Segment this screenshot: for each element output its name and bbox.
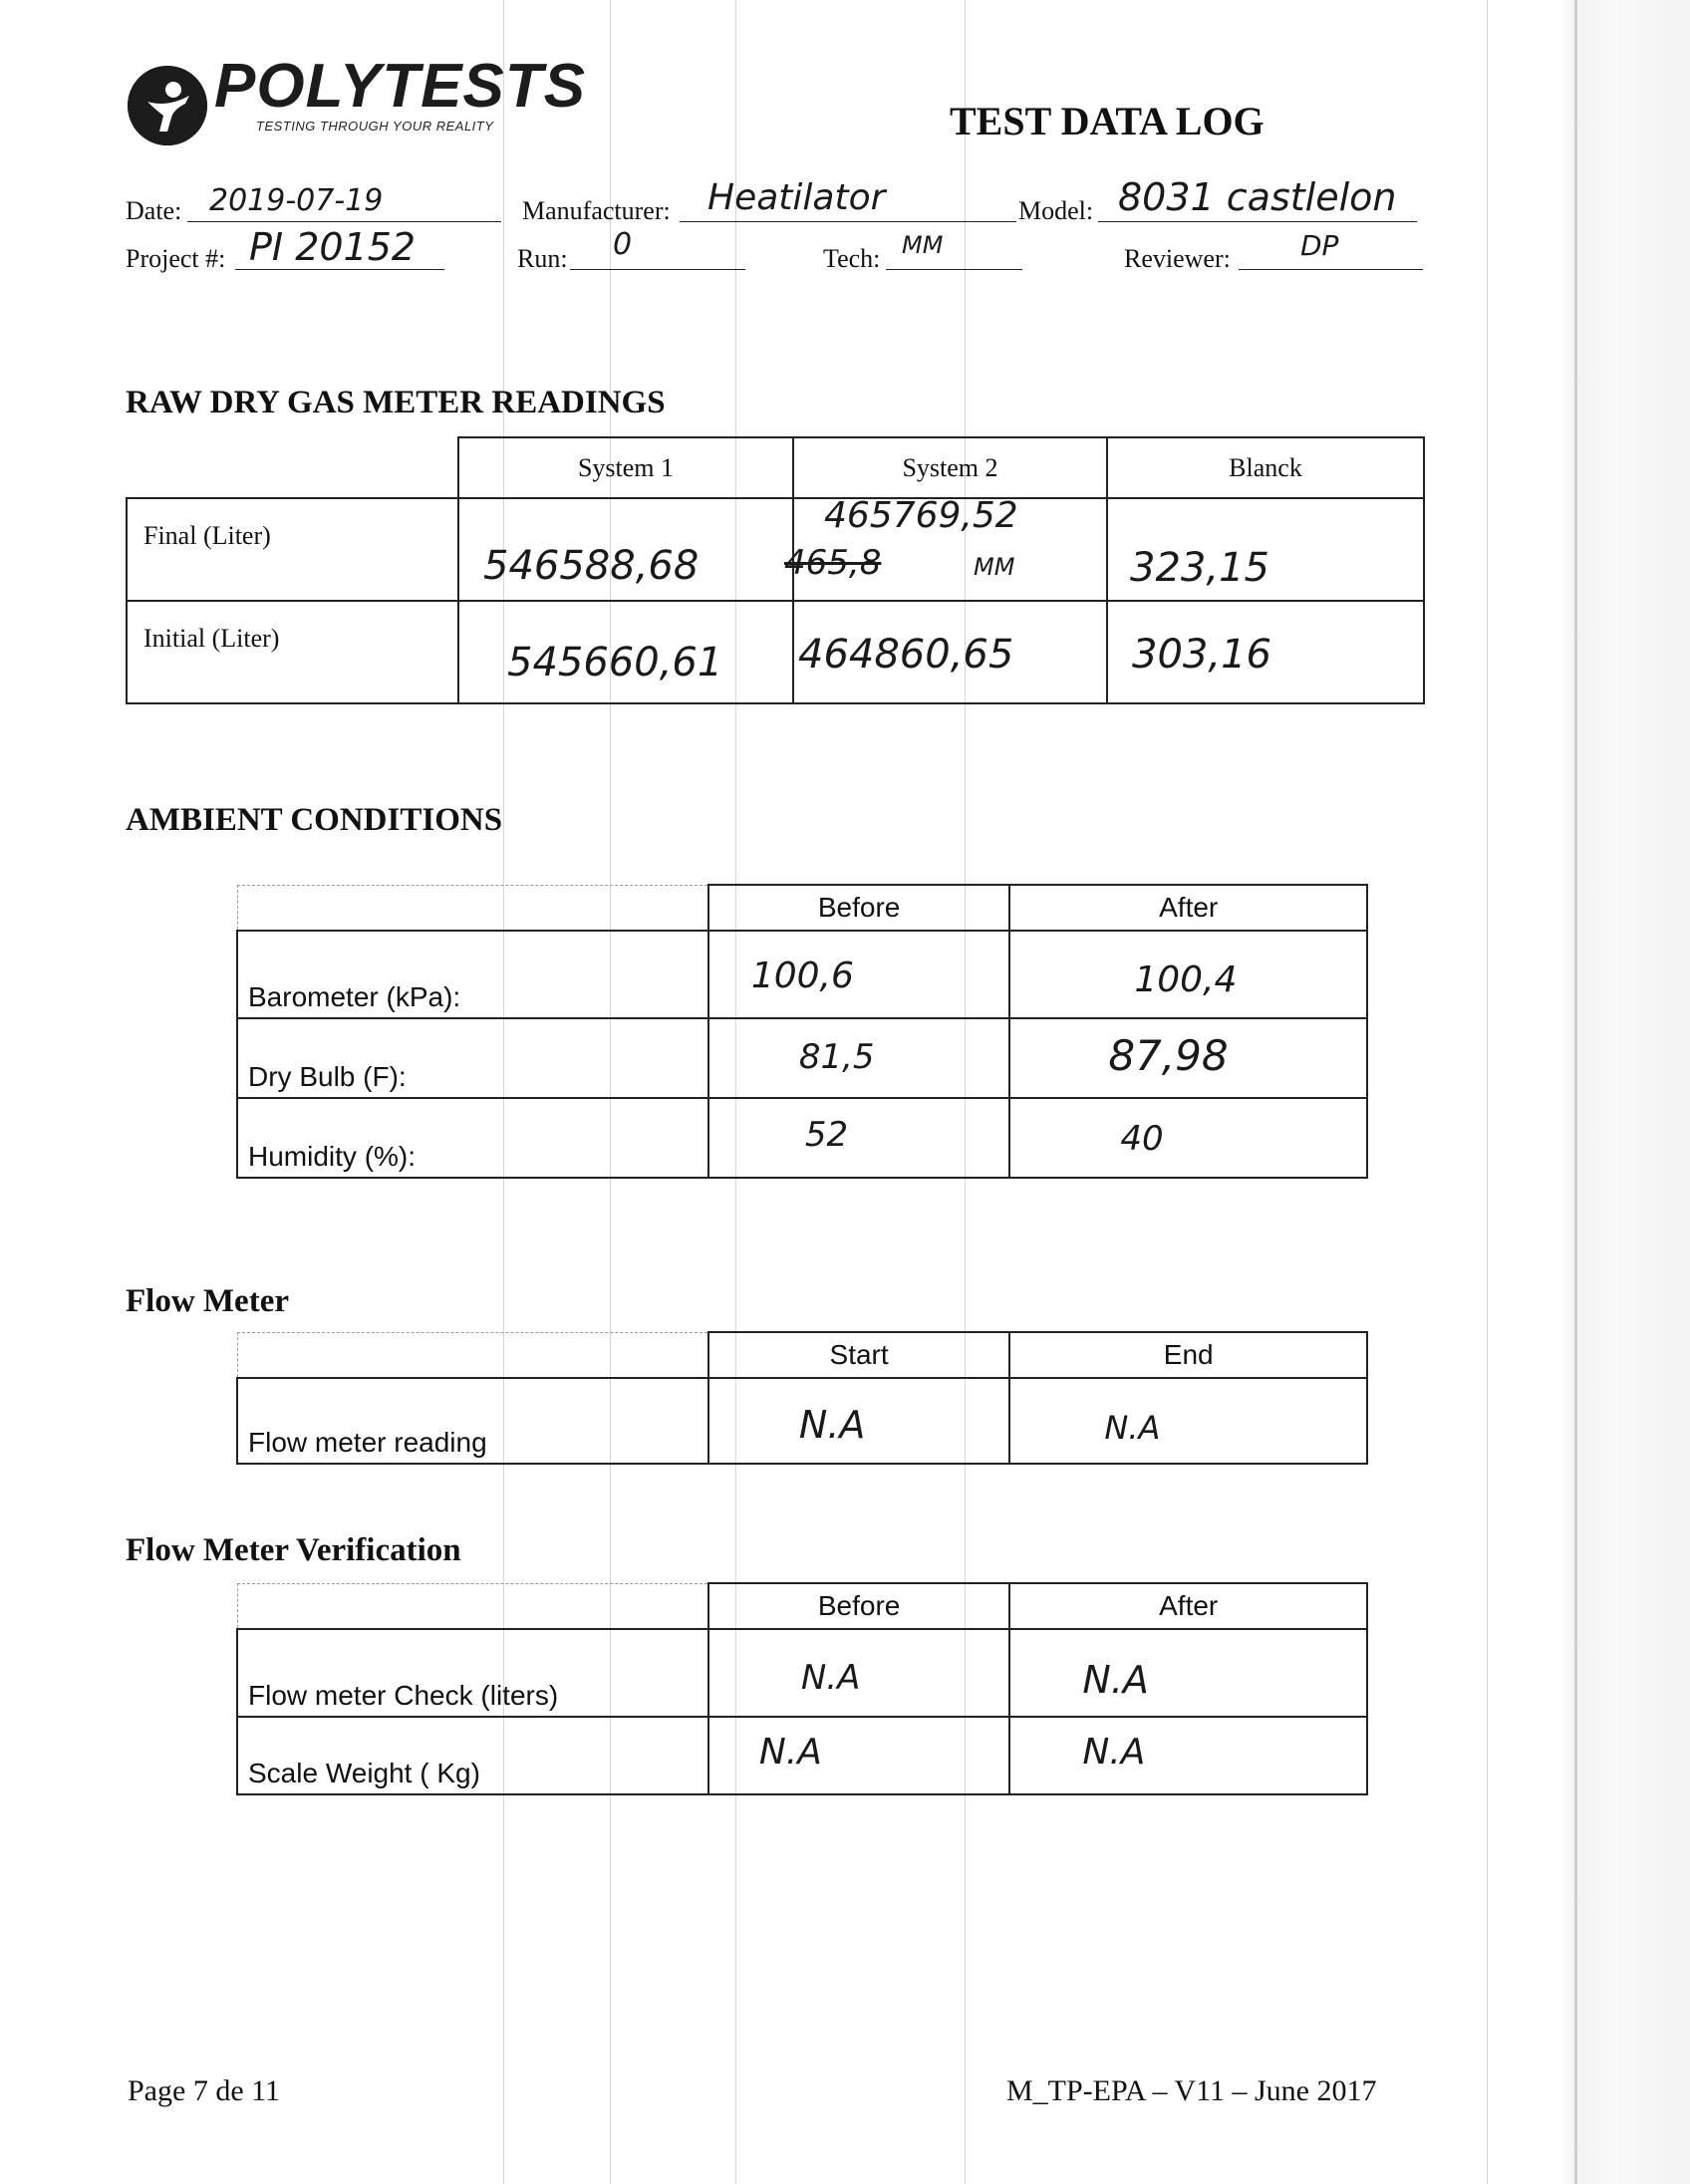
weight-after-cell [1009, 1717, 1367, 1794]
project-label: Project #: [126, 244, 226, 273]
manufacturer-label: Manufacturer: [522, 196, 671, 225]
check-before-cell [708, 1629, 1010, 1717]
col-before: Before [708, 1583, 1010, 1629]
run-value: 0 [613, 227, 633, 262]
date-value: 2019-07-19 [209, 183, 384, 218]
ambient-section-title: AMBIENT CONDITIONS [126, 802, 503, 838]
manufacturer-value: Heatilator [707, 177, 886, 218]
run-field-line [570, 237, 745, 270]
col-after: After [1009, 1583, 1367, 1629]
col-start: Start [708, 1332, 1010, 1378]
flow-meter-table [236, 1331, 1368, 1465]
col-after: After [1009, 885, 1367, 931]
flow-start-value: N.A [798, 1403, 866, 1447]
project-value: PI 20152 [249, 225, 417, 269]
document-reference: M_TP-EPA – V11 – June 2017 [1006, 2074, 1377, 2107]
date-label: Date: [126, 196, 182, 225]
final-blanck-cell [1107, 498, 1424, 601]
final-system-1-cell [458, 498, 793, 601]
final-system-1-value: 546588,68 [483, 543, 700, 589]
blank-corner [237, 885, 708, 931]
flow-end-cell [1009, 1378, 1367, 1464]
initial-blanck-value: 303,16 [1132, 632, 1271, 678]
reviewer-value: DP [1300, 229, 1339, 262]
polytests-logo-icon [128, 66, 207, 145]
col-before: Before [708, 885, 1010, 931]
barometer-after-cell [1009, 931, 1367, 1018]
dry-bulb-before-cell [708, 1018, 1010, 1098]
weight-before-value: N.A [758, 1732, 822, 1773]
final-liter-label: Final (Liter) [127, 498, 458, 601]
final-system-2-value: 465769,52 [824, 495, 1018, 536]
initial-liter-label: Initial (Liter) [127, 601, 458, 703]
humidity-before-cell [708, 1098, 1010, 1178]
gas-meter-table [126, 436, 1425, 704]
col-blanck: Blanck [1107, 437, 1424, 498]
weight-after-value: N.A [1082, 1732, 1146, 1773]
reviewer-label: Reviewer: [1124, 244, 1231, 273]
initial-system-2-cell [793, 601, 1107, 703]
initial-system-1-value: 545660,61 [507, 640, 723, 685]
model-value: 8031 castlelon [1118, 175, 1397, 219]
tech-label: Tech: [823, 244, 881, 273]
dry-bulb-after-value: 87,98 [1108, 1031, 1229, 1080]
correction-initials: MM [974, 553, 1015, 581]
barometer-after-value: 100,4 [1134, 959, 1238, 1000]
barometer-before-cell [708, 931, 1010, 1018]
flow-meter-check-label: Flow meter Check (liters) [237, 1629, 708, 1717]
final-blanck-value: 323,15 [1130, 545, 1269, 591]
barometer-label: Barometer (kPa): [237, 931, 708, 1018]
final-system-2-cell [784, 495, 1107, 601]
flow-start-cell [708, 1378, 1010, 1464]
run-label: Run: [517, 244, 568, 273]
barometer-before-value: 100,6 [750, 956, 854, 996]
final-system-2-struck-value: 465,8 [784, 543, 882, 583]
check-before-value: N.A [800, 1658, 861, 1698]
dry-bulb-before-value: 81,5 [798, 1037, 875, 1077]
scale-weight-label: Scale Weight ( Kg) [237, 1717, 708, 1794]
initial-system-1-cell [458, 601, 793, 703]
col-system-2: System 2 [793, 437, 1107, 498]
initial-system-2-value: 464860,65 [798, 632, 1014, 678]
scan-line [1487, 0, 1488, 2184]
flow-verification-section-title: Flow Meter Verification [126, 1532, 461, 1568]
flow-meter-reading-label: Flow meter reading [237, 1378, 708, 1464]
page-number: Page 7 de 11 [128, 2074, 281, 2107]
dry-bulb-after-cell [1009, 1018, 1367, 1098]
check-after-cell [1009, 1629, 1367, 1717]
blank-corner [237, 1332, 708, 1378]
humidity-after-cell [1009, 1098, 1367, 1178]
col-system-1: System 1 [458, 437, 793, 498]
weight-before-cell [708, 1717, 1010, 1794]
check-after-value: N.A [1082, 1658, 1149, 1702]
gas-meter-section-title: RAW DRY GAS METER READINGS [126, 385, 666, 420]
flow-verification-table [236, 1582, 1368, 1795]
flow-meter-section-title: Flow Meter [126, 1283, 289, 1319]
humidity-after-value: 40 [1120, 1119, 1164, 1159]
tech-value: MM [902, 231, 944, 259]
initial-blanck-cell [1107, 601, 1424, 703]
blank-corner [127, 437, 458, 498]
blank-corner [237, 1583, 708, 1629]
logo-wordmark: POLYTESTS [214, 52, 587, 121]
flow-end-value: N.A [1104, 1409, 1161, 1447]
logo-tagline: TESTING THROUGH YOUR REALITY [256, 119, 494, 134]
dry-bulb-label: Dry Bulb (F): [237, 1018, 708, 1098]
humidity-before-value: 52 [804, 1115, 849, 1155]
model-label: Model: [1018, 196, 1094, 225]
page-edge-shadow [1560, 0, 1690, 2184]
humidity-label: Humidity (%): [237, 1098, 708, 1178]
ambient-table [236, 884, 1368, 1179]
document-title: TEST DATA LOG [950, 99, 1265, 143]
col-end: End [1009, 1332, 1367, 1378]
